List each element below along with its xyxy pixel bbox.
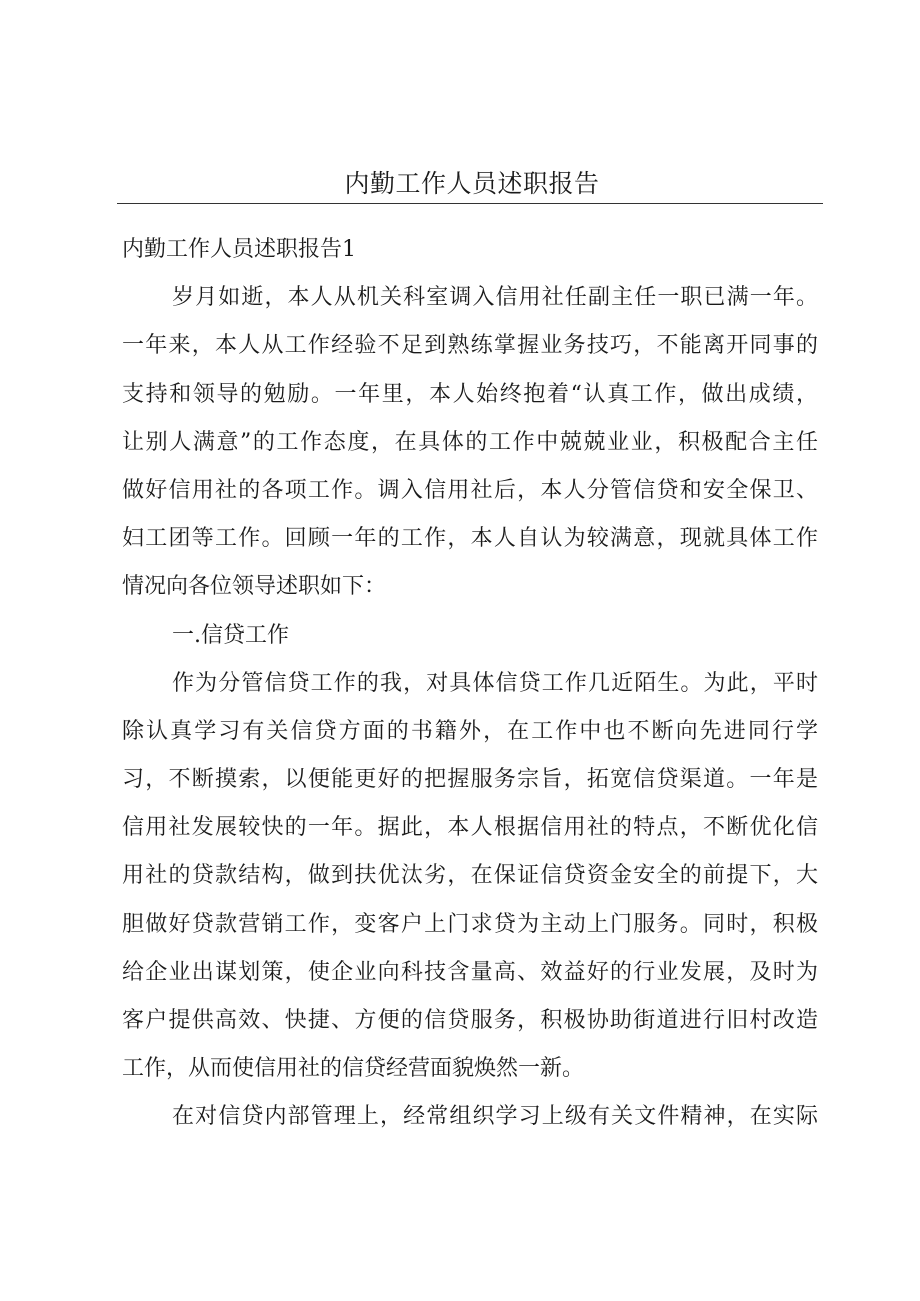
paragraph-line: 胆做好贷款营销工作，变客户上门求贷为主动上门服务。同时，积极 (122, 911, 818, 937)
report-subtitle: 内勤工作人员述职报告1 (122, 237, 356, 262)
document-body (122, 226, 818, 1142)
paragraph-line: 客户提供高效、快捷、方便的信贷服务，积极协助街道进行旧村改造 (122, 1008, 818, 1033)
paragraph-line: 给企业出谋划策，使企业向科技含量高、效益好的行业发展，及时为 (122, 959, 818, 985)
document-title: 内勤工作人员述职报告 (344, 169, 600, 198)
paragraph-line: 在对信贷内部管理上，经常组织学习上级有关文件精神，在实际 (172, 1104, 818, 1130)
paragraph-line: 支持和领导的勉励。一年里，本人始终抱着“认真工作，做出成绩， (122, 381, 818, 407)
paragraph-line: 信用社发展较快的一年。据此，本人根据信用社的特点，不断优化信 (122, 815, 818, 841)
paragraph-internal-management (122, 1093, 818, 1141)
section-heading: 一.信贷工作 (172, 622, 289, 648)
paragraph-line: 让别人满意”的工作态度，在具体的工作中兢兢业业，积极配合主任 (122, 429, 818, 455)
paragraph-line: 除认真学习有关信贷方面的书籍外，在工作中也不断向先进同行学 (122, 718, 818, 744)
paragraph-line: 做好信用社的各项工作。调入信用社后，本人分管信贷和安全保卫、 (122, 477, 818, 503)
paragraph-line: 妇工团等工作。回顾一年的工作，本人自认为较满意，现就具体工作 (122, 526, 818, 552)
paragraph-line: 作为分管信贷工作的我，对具体信贷工作几近陌生。为此，平时 (172, 670, 818, 696)
title-divider (117, 203, 823, 204)
paragraph-line: 岁月如逝，本人从机关科室调入信用社任副主任一职已满一年。 (172, 285, 818, 311)
paragraph-line: 习，不断摸索，以便能更好的把握服务宗旨，拓宽信贷渠道。一年是 (122, 767, 818, 793)
paragraph-line: 情况向各位领导述职如下： (122, 574, 387, 600)
paragraph-line: 用社的贷款结构，做到扶优汰劣，在保证信贷资金安全的前提下，大 (122, 863, 818, 889)
paragraph-line: 一年来，本人从工作经验不足到熟练掌握业务技巧，不能离开同事的 (122, 333, 818, 359)
paragraph-intro (122, 274, 818, 611)
paragraph-line: 工作，从而使信用社的信贷经营面貌焕然一新。 (122, 1056, 585, 1082)
paragraph-credit-work (122, 660, 818, 1094)
